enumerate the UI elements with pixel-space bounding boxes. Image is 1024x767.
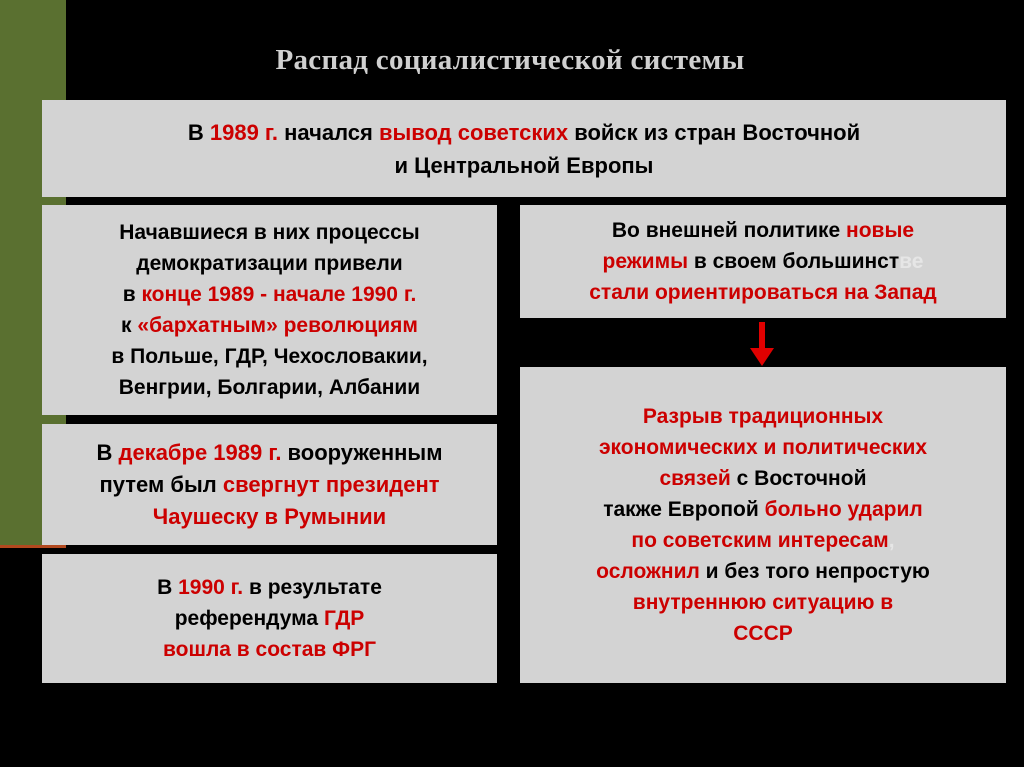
text: в результате — [243, 576, 382, 599]
text: и Центральной Европы — [394, 152, 654, 178]
down-arrow-icon — [750, 322, 774, 366]
highlight-frg: вошла в состав ФРГ — [162, 638, 376, 661]
highlight-gdr: ГДР — [323, 607, 365, 630]
box-rupture-of-ties — [520, 367, 1006, 683]
highlight-west: стали ориентироваться на Запад — [589, 281, 937, 304]
text: вооруженным — [281, 439, 443, 465]
highlight-text: экономических и политических — [598, 436, 928, 459]
text: войск из стран Восточной — [568, 119, 861, 145]
text: с Восточной — [730, 467, 867, 490]
highlight-year: 1990 г. — [178, 576, 244, 599]
text: демократизации привели — [136, 252, 403, 275]
text: референдума — [174, 607, 324, 630]
faded-text: , — [888, 529, 895, 552]
text: В — [187, 119, 210, 145]
text: в Польше, ГДР, Чехословакии, — [111, 345, 428, 368]
highlight-revolutions: «бархатным» революциям — [137, 314, 418, 337]
text: путем был — [99, 471, 223, 497]
box-romania — [42, 424, 497, 545]
highlight-overthrown: свергнут президент — [222, 471, 440, 497]
text: Венгрии, Болгарии, Албании — [118, 376, 421, 399]
highlight-withdrawal: вывод советских — [378, 119, 569, 145]
highlight-year: 1989 г. — [209, 119, 279, 145]
box-gdr-frg — [42, 554, 497, 683]
text: Во внешней политике — [611, 219, 847, 242]
slide-title: Распад социалистической системы — [275, 44, 745, 76]
text: В — [157, 576, 179, 599]
text: и без того непростую — [699, 560, 930, 583]
box-foreign-policy — [520, 205, 1006, 318]
highlight-ties: связей — [659, 467, 731, 490]
text: В — [96, 439, 119, 465]
highlight-ussr: СССР — [733, 622, 793, 645]
faded-text: ве — [899, 250, 924, 273]
highlight-interests: по советским интересам — [631, 529, 889, 552]
highlight-text: Разрыв традиционных — [642, 405, 884, 428]
highlight-period: конце 1989 - начале 1990 г. — [141, 283, 417, 306]
highlight-situation: внутреннюю ситуацию в — [632, 591, 894, 614]
box-troop-withdrawal — [42, 100, 1006, 197]
highlight-hurt: больно ударил — [764, 498, 923, 521]
text: в — [122, 283, 142, 306]
highlight-complicated: осложнил — [596, 560, 700, 583]
highlight-regimes: режимы — [602, 250, 689, 273]
text: Начавшиеся в них процессы — [119, 221, 420, 244]
text: также Европой — [603, 498, 765, 521]
text: в своем большинст — [688, 250, 900, 273]
highlight-date: декабре 1989 г. — [118, 439, 282, 465]
decorative-stripe-underline — [0, 545, 66, 548]
text: к — [121, 314, 138, 337]
text: начался — [278, 119, 379, 145]
highlight-new: новые — [846, 219, 915, 242]
box-velvet-revolutions — [42, 205, 497, 415]
highlight-ceausescu: Чаушеску в Румынии — [152, 503, 387, 529]
